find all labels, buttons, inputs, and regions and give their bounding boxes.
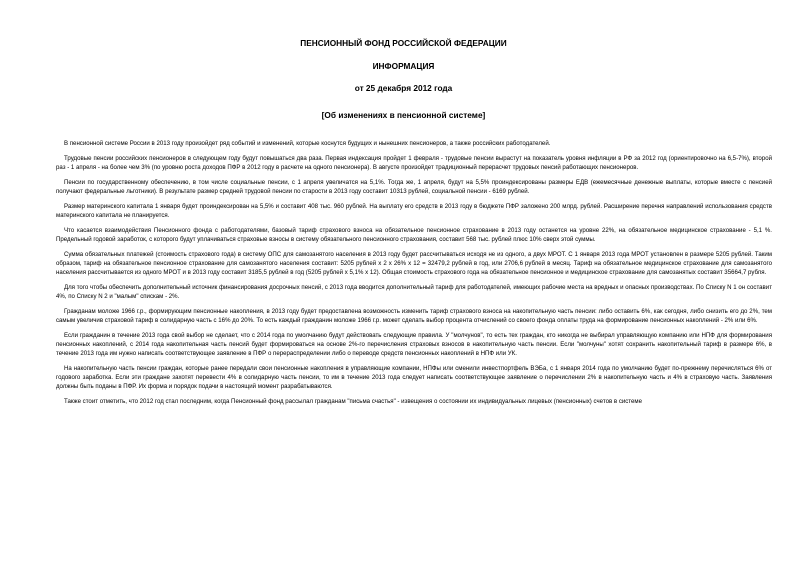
organization-title: ПЕНСИОННЫЙ ФОНД РОССИЙСКОЙ ФЕДЕРАЦИИ [300, 38, 507, 48]
paragraph: Пенсии по государственному обеспечению, в том числе социальные пенсии, с 1 апреля увеличатся на 5,1%. Тогда же, 1 апреля, будут на 5,5% проиндексированы размеры ЕДВ (ежемесячные денежные выплаты, которые вместе с пенсией получают федеральные льготники). В результате размер средней трудовой пенсии по старости в 2013 году составит 10313 рублей, социальной пенсии - 6169 рублей. [56, 179, 772, 195]
paragraph: Если гражданин в течение 2013 года свой выбор не сделает, что с 2014 года по умолчанию будут действовать следующие правила. У "молчунов", то есть тех граждан, кто никогда не выбирал управляющую компанию или НПФ для формирования пенсионных накоплений, с 2014 года накопительная часть пенсий будет формироваться на основе 2%-го перечисления страховых взносов в накопительную часть пенсии. Если "молчуны" хотят сохранить накопительный тариф в размере 6%, в течение 2013 года им нужно написать соответствующее заявление в ПФР о перераспределении либо о переводе средств пенсионных накоплений в НПФ или УК. [56, 332, 772, 357]
paragraph: Что касается взаимодействия Пенсионного фонда с работодателями, базовый тариф страхового взноса на обязательное пенсионное страхование в 2013 году останется на уровне 22%, на обязательное медицинское страхование - 5,1 %. Предельный годовой заработок, с которого будут уплачиваться страховые взносы в систему обязательного пенсионного страхования, составит 568 тыс. рублей плюс 10% сверх этой суммы. [56, 227, 772, 243]
document-subject: [Об изменениях в пенсионной системе] [321, 110, 486, 120]
paragraph: В пенсионной системе России в 2013 году произойдет ряд событий и изменений, которые коснутся будущих и нынешних пенсионеров, а также российских работодателей. [64, 140, 551, 147]
paragraph: Гражданам моложе 1966 г.р., формирующим пенсионные накопления, в 2013 году будет предоставлена возможность изменить тариф страхового взноса на накопительную часть пенсии: либо оставить 6%, как сегодня, либо снизить его до 2%, тем самым увеличив страховой тариф в солидарную часть с 16% до 20%. То есть каждый гражданин моложе 1966 г.р. может сделать выбор процента отчислений со своего фонда оплаты труда на формирование пенсионных накоплений - 2% или 6%. [56, 308, 772, 324]
document-type-title: ИНФОРМАЦИЯ [372, 61, 435, 71]
paragraph: На накопительную часть пенсии граждан, которые ранее передали свои пенсионные накопления в управляющие компании, НПФы или сменили инвестпортфель ВЭБа, с 1 января 2014 года по умолчанию будет по-прежнему перечисляться 6% от годового заработка. Если эти граждане захотят перевести 4% в солидарную часть пенсии, то им в течение 2013 года следует написать соответствующее заявление о перечислении 2% в накопительную часть и 4% в страховую часть. Заявления должны быть поданы в ПФР. Их форма и порядок подачи в настоящий момент разрабатываются. [56, 364, 772, 390]
document-date: от 25 декабря 2012 года [354, 83, 453, 93]
paragraph: Для того чтобы обеспечить дополнительный источник финансирования досрочных пенсий, с 2013 года вводится дополнительный тариф для работодателей, имеющих рабочие места на вредных и опасных производствах. По Списку N 1 он составит 4%, по Списку N 2 и "малым" спискам - 2%. [56, 284, 772, 300]
paragraph: Также стоит отметить, что 2012 год стал последним, когда Пенсионный фонд рассылал гражданам "письма счастья" - извещения о состоянии их индивидуальных лицевых (пенсионных) счетов в системе [64, 397, 643, 405]
paragraph: Размер материнского капитала 1 января будет проиндексирован на 5,5% и составит 408 тыс. 960 рублей. На выплату его средств в 2013 году в бюджете ПФР заложено 200 млрд. рублей. Расширение перечня направлений использования средств материнского капитала не планируется. [56, 203, 772, 219]
paragraph: Сумма обязательных платежей (стоимость страхового года) в систему ОПС для самозанятого населения в 2013 году будет рассчитываться исходя не из одного, а двух МРОТ. С 1 января 2013 года МРОТ установлен в размере 5205 рублей. Таким образом, тариф на обязательное пенсионное страхование для самозанятого населения составит: 5205 рублей x 2 x 26% x 12 = 32479,2 рублей в год, или 2706,6 рублей в месяц. Тариф на обязательное медицинское страхование для самозанятого населения рассчитывается из одного МРОТ и в 2013 году составит 3185,5 рублей в год (5205 рублей x 5,1% x 12). Общая стоимость страхового года на обязательное пенсионное и медицинское страхование для самозанятых составит 35664,7 рубля. [56, 251, 772, 276]
paragraph: Трудовые пенсии российских пенсионеров в следующем году будут повышаться два раза. Первая индексация пройдет 1 февраля - трудовые пенсии вырастут на показатель уровня инфляции в РФ за 2012 год (ориентировочно на 6,5-7%), второй раз - 1 апреля - на более чем 3% (по уровню роста доходов ПФР в 2012 году в расчете на одного пенсионера). В августе произойдет традиционный перерасчет трудовых пенсий работающих пенсионеров. [56, 155, 772, 171]
document-body [56, 140, 772, 413]
